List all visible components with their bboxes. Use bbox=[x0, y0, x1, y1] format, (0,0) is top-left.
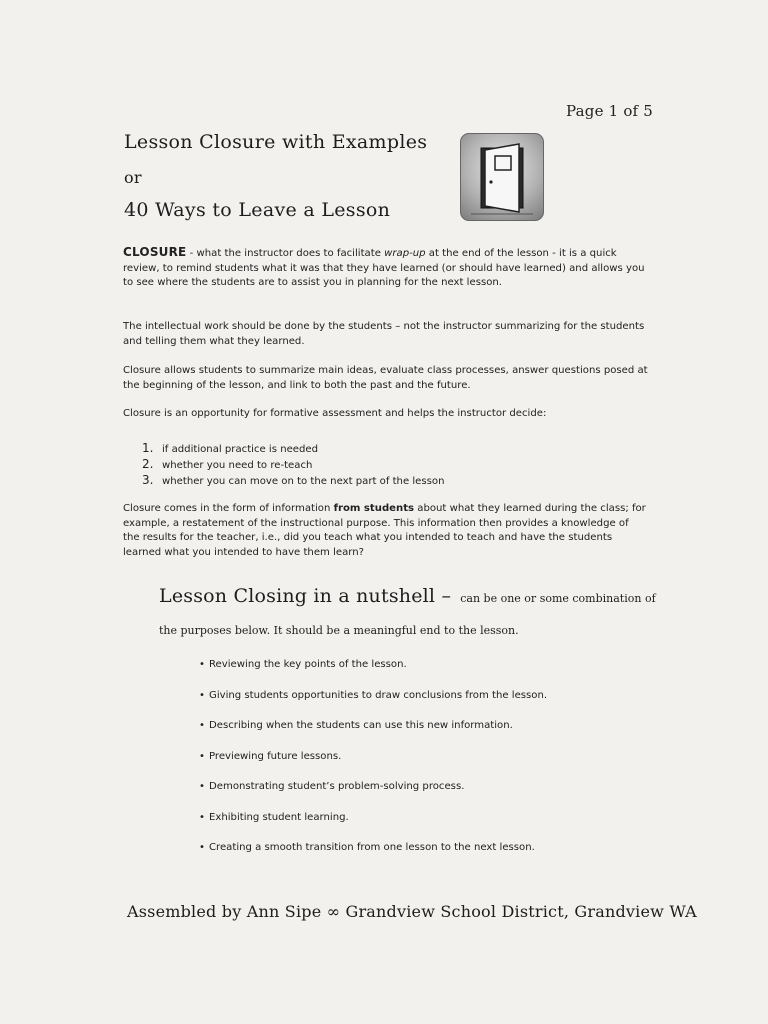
information-text: Closure comes in the form of information bbox=[123, 503, 334, 514]
bullet-icon: • bbox=[199, 750, 205, 762]
list-number: 2. bbox=[142, 457, 154, 471]
nutshell-subtext: can be one or some combination of bbox=[460, 592, 656, 605]
information-text-end: about what they learned during the class; for example, a restatement of the instructional purpose. This information then provides a knowledge of the results for the teacher, i.e., did you teach what you intended to teach and have the students learned what you intended to have them learn? bbox=[123, 503, 646, 558]
footer-credit: Assembled by Ann Sipe ∞ Grandview School District, Grandview WA bbox=[127, 902, 697, 921]
closure-term: CLOSURE bbox=[123, 245, 187, 259]
list-item-text: whether you can move on to the next part of the lesson bbox=[162, 476, 445, 487]
open-door-icon bbox=[460, 133, 544, 221]
list-item bbox=[199, 688, 547, 719]
from-students-emphasis: from students bbox=[333, 503, 415, 514]
closure-definition-text: - what the instructor does to facilitate bbox=[186, 248, 385, 259]
list-item bbox=[199, 718, 547, 749]
closure-definition bbox=[123, 245, 648, 291]
list-number: 3. bbox=[142, 473, 154, 487]
purpose-list bbox=[199, 657, 547, 871]
decision-list bbox=[142, 440, 444, 488]
list-item bbox=[199, 749, 547, 780]
nutshell-heading: Lesson Closing in a nutshell – bbox=[159, 585, 452, 607]
bullet-icon: • bbox=[199, 842, 205, 853]
nutshell-heading-row bbox=[159, 585, 656, 607]
list-item bbox=[142, 440, 444, 456]
list-item bbox=[199, 810, 547, 841]
bullet-icon: • bbox=[199, 720, 205, 731]
bullet-icon: • bbox=[199, 689, 205, 701]
document-subtitle: 40 Ways to Leave a Lesson bbox=[124, 199, 391, 221]
list-item bbox=[199, 779, 547, 810]
formative-assessment-paragraph: Closure is an opportunity for formative assessment and helps the instructor decide: bbox=[123, 408, 547, 419]
list-item-text: whether you need to re-teach bbox=[162, 460, 313, 471]
list-item bbox=[142, 472, 444, 488]
list-item-text: Reviewing the key points of the lesson. bbox=[209, 659, 407, 670]
list-item bbox=[142, 456, 444, 472]
page-number: Page 1 of 5 bbox=[566, 102, 654, 120]
list-item bbox=[199, 657, 547, 688]
list-item-text: Demonstrating student’s problem-solving process. bbox=[209, 781, 465, 792]
list-item-text: Exhibiting student learning. bbox=[209, 811, 349, 823]
list-item bbox=[199, 840, 547, 871]
wrap-up-term: wrap-up bbox=[384, 248, 426, 259]
list-item-text: Describing when the students can use this new information. bbox=[209, 720, 513, 731]
list-item-text: Previewing future lessons. bbox=[209, 750, 342, 762]
list-item-text: Creating a smooth transition from one lesson to the next lesson. bbox=[209, 842, 535, 853]
intellectual-work-paragraph: The intellectual work should be done by the students – not the instructor summarizing for the students and telling them what they learned. bbox=[123, 321, 645, 347]
list-item-text: if additional practice is needed bbox=[162, 444, 319, 455]
closure-purpose-paragraph: Closure allows students to summarize main ideas, evaluate class processes, answer questions posed at the beginning of the lesson, and link to both the past and the future. bbox=[123, 365, 648, 391]
bullet-icon: • bbox=[199, 659, 205, 670]
bullet-icon: • bbox=[199, 811, 205, 823]
information-paragraph bbox=[123, 502, 648, 560]
closure-definition-text-end: at the end of the lesson - it is a quick review, to remind students what it was that they have learned (or should have learned) and allows you to see where the students are to assist you in planning for the next lesson. bbox=[123, 248, 645, 288]
list-item-text: Giving students opportunities to draw conclusions from the lesson. bbox=[209, 689, 548, 701]
list-number: 1. bbox=[142, 441, 154, 455]
document-title: Lesson Closure with Examples bbox=[124, 131, 428, 153]
nutshell-subtext-continued: the purposes below. It should be a meaningful end to the lesson. bbox=[159, 624, 519, 637]
title-conjunction: or bbox=[124, 168, 142, 187]
bullet-icon: • bbox=[199, 781, 205, 792]
